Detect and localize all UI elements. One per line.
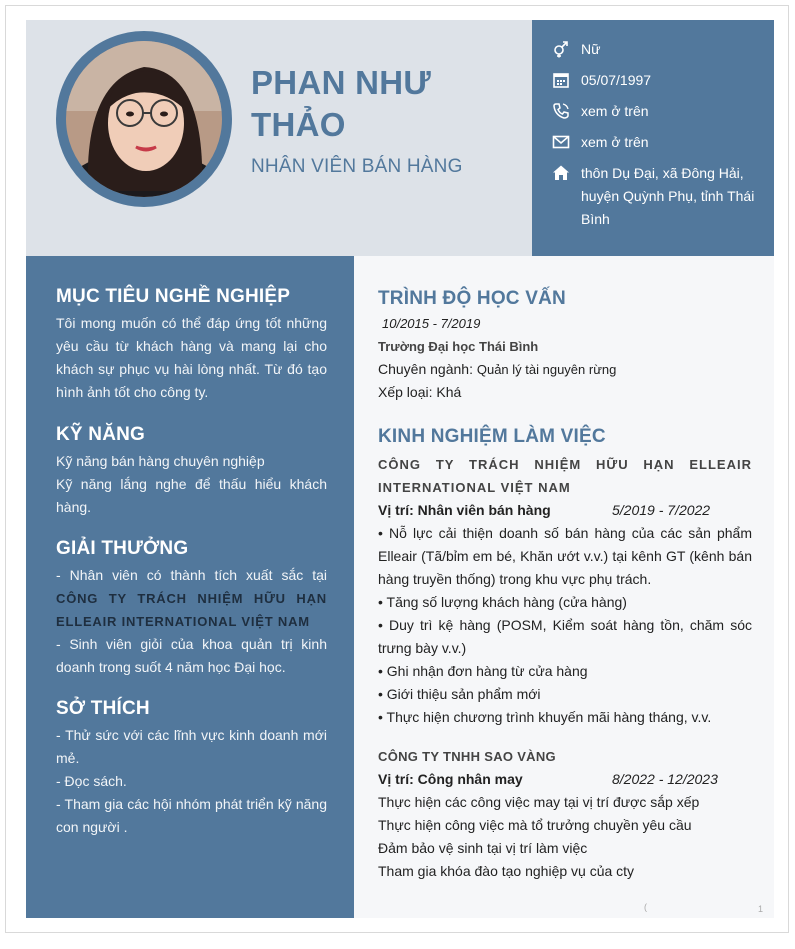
job-dates: 5/2019 - 7/2022 bbox=[612, 502, 711, 518]
education-dates: 10/2015 - 7/2019 bbox=[382, 316, 481, 331]
home-icon bbox=[552, 164, 570, 182]
job-entry bbox=[378, 745, 752, 883]
job-line: • Tăng số lượng khách hàng (cửa hàng) bbox=[378, 594, 627, 610]
award-item-prefix: - Nhân viên có thành tích xuất sắc tại bbox=[56, 567, 327, 583]
major-value: Quản lý tài nguyên rừng bbox=[476, 362, 617, 377]
avatar-ring bbox=[56, 31, 232, 207]
award-item bbox=[56, 564, 327, 633]
phone-value: xem ở trên bbox=[581, 103, 649, 119]
skills-title: KỸ NĂNG bbox=[56, 424, 146, 445]
school-name: Trường Đại học Thái Bình bbox=[378, 339, 539, 354]
phone-icon bbox=[552, 102, 570, 120]
skills-section bbox=[56, 424, 327, 519]
job-position-row bbox=[378, 499, 752, 522]
contact-phone bbox=[552, 100, 761, 123]
job-line: • Thực hiện chương trình khuyến mãi hàng tháng, v.v. bbox=[378, 709, 712, 725]
hobby-item: - Tham gia các hội nhóm phát triển kỹ năng con người . bbox=[56, 796, 327, 835]
experience-section bbox=[378, 426, 752, 883]
awards-title: GIẢI THƯỞNG bbox=[56, 538, 189, 559]
experience-title: KINH NGHIỆM LÀM VIỆC bbox=[378, 426, 606, 447]
candidate-role: NHÂN VIÊN BÁN HÀNG bbox=[251, 156, 463, 177]
job-line: Đảm bảo vệ sinh tại vị trí làm việc bbox=[378, 840, 588, 856]
candidate-name: PHAN NHƯ THẢO bbox=[251, 64, 432, 143]
award-item: - Sinh viên giỏi của khoa quản trị kinh doanh trong suốt 4 năm học Đại học. bbox=[56, 636, 327, 675]
job-position: Vị trí: Công nhân may bbox=[378, 771, 523, 787]
footer-mark-right: 1 bbox=[758, 904, 764, 914]
job-line: • Duy trì kệ hàng (POSM, Kiểm soát hàng tồn, chăm sóc trưng bày v.v.) bbox=[378, 617, 752, 656]
mail-icon bbox=[552, 133, 570, 151]
job-line: Thực hiện các công việc may tại vị trí được sắp xếp bbox=[378, 794, 700, 810]
job-line: • Ghi nhận đơn hàng từ cửa hàng bbox=[378, 663, 588, 679]
right-column bbox=[354, 256, 774, 918]
objective-text: Tôi mong muốn có thể đáp ứng tốt những yêu cầu từ khách hàng và mang lại cho khách sự phục vụ hài lòng nhất. Từ đó tạo hình ảnh tốt cho công ty. bbox=[56, 315, 327, 400]
job-dates: 8/2022 - 12/2023 bbox=[612, 771, 718, 787]
hobby-item: - Thử sức với các lĩnh vực kinh doanh mới mẻ. bbox=[56, 727, 327, 766]
calendar-icon bbox=[552, 71, 570, 89]
avatar bbox=[66, 41, 222, 197]
job-position-row bbox=[378, 768, 752, 791]
hobbies-title: SỞ THÍCH bbox=[56, 698, 150, 719]
job-company: CÔNG TY TRÁCH NHIỆM HỮU HẠN ELLEAIR INTERNATIONAL VIỆT NAM bbox=[378, 457, 752, 495]
education-section bbox=[378, 288, 752, 404]
gender-icon bbox=[552, 40, 570, 58]
contact-address bbox=[552, 162, 761, 231]
education-major bbox=[378, 358, 752, 381]
job-line: • Giới thiệu sản phẩm mới bbox=[378, 686, 541, 702]
objective-section bbox=[56, 286, 327, 404]
education-grade: Xếp loại: Khá bbox=[378, 384, 462, 400]
job-line: Thực hiện công việc mà tổ trưởng chuyền yêu cầu bbox=[378, 817, 692, 833]
job-position: Vị trí: Nhân viên bán hàng bbox=[378, 502, 551, 518]
hobby-item: - Đọc sách. bbox=[56, 773, 127, 789]
birthday-value: 05/07/1997 bbox=[581, 72, 652, 88]
job-company: CÔNG TY TNHH SAO VÀNG bbox=[378, 749, 556, 764]
contact-panel bbox=[532, 20, 774, 256]
job-line: Tham gia khóa đào tạo nghiệp vụ của cty bbox=[378, 863, 635, 879]
education-title: TRÌNH ĐỘ HỌC VẤN bbox=[378, 288, 566, 309]
hobbies-section bbox=[56, 698, 327, 839]
address-value: thôn Dụ Đại, xã Đông Hải, huyện Quỳnh Phụ, tỉnh Thái Bình bbox=[581, 165, 755, 227]
award-company: CÔNG TY TRÁCH NHIỆM HỮU HẠN ELLEAIR INTERNATIONAL VIỆT NAM bbox=[56, 591, 327, 629]
gender-value: Nữ bbox=[581, 41, 601, 57]
job-line: • Nỗ lực cải thiện doanh số bán hàng của các sản phẩm Elleair (Tã/bỉm em bé, Khăn ướt v.v.) tại kênh GT (kênh bán hàng truyền thống) trong khu vực phụ trách. bbox=[378, 525, 752, 587]
skill-item: Kỹ năng lắng nghe để thấu hiểu khách hàng. bbox=[56, 476, 327, 515]
objective-title: MỤC TIÊU NGHỀ NGHIỆP bbox=[56, 286, 291, 307]
awards-section bbox=[56, 538, 327, 679]
contact-gender bbox=[552, 38, 761, 61]
email-value: xem ở trên bbox=[581, 134, 649, 150]
skill-item: Kỹ năng bán hàng chuyên nghiệp bbox=[56, 453, 265, 469]
major-label: Chuyên ngành: bbox=[378, 361, 473, 377]
contact-email bbox=[552, 131, 761, 154]
job-entry bbox=[378, 453, 752, 729]
contact-birthday bbox=[552, 69, 761, 92]
footer-mark-left: ( bbox=[644, 902, 647, 912]
left-column bbox=[26, 256, 354, 918]
